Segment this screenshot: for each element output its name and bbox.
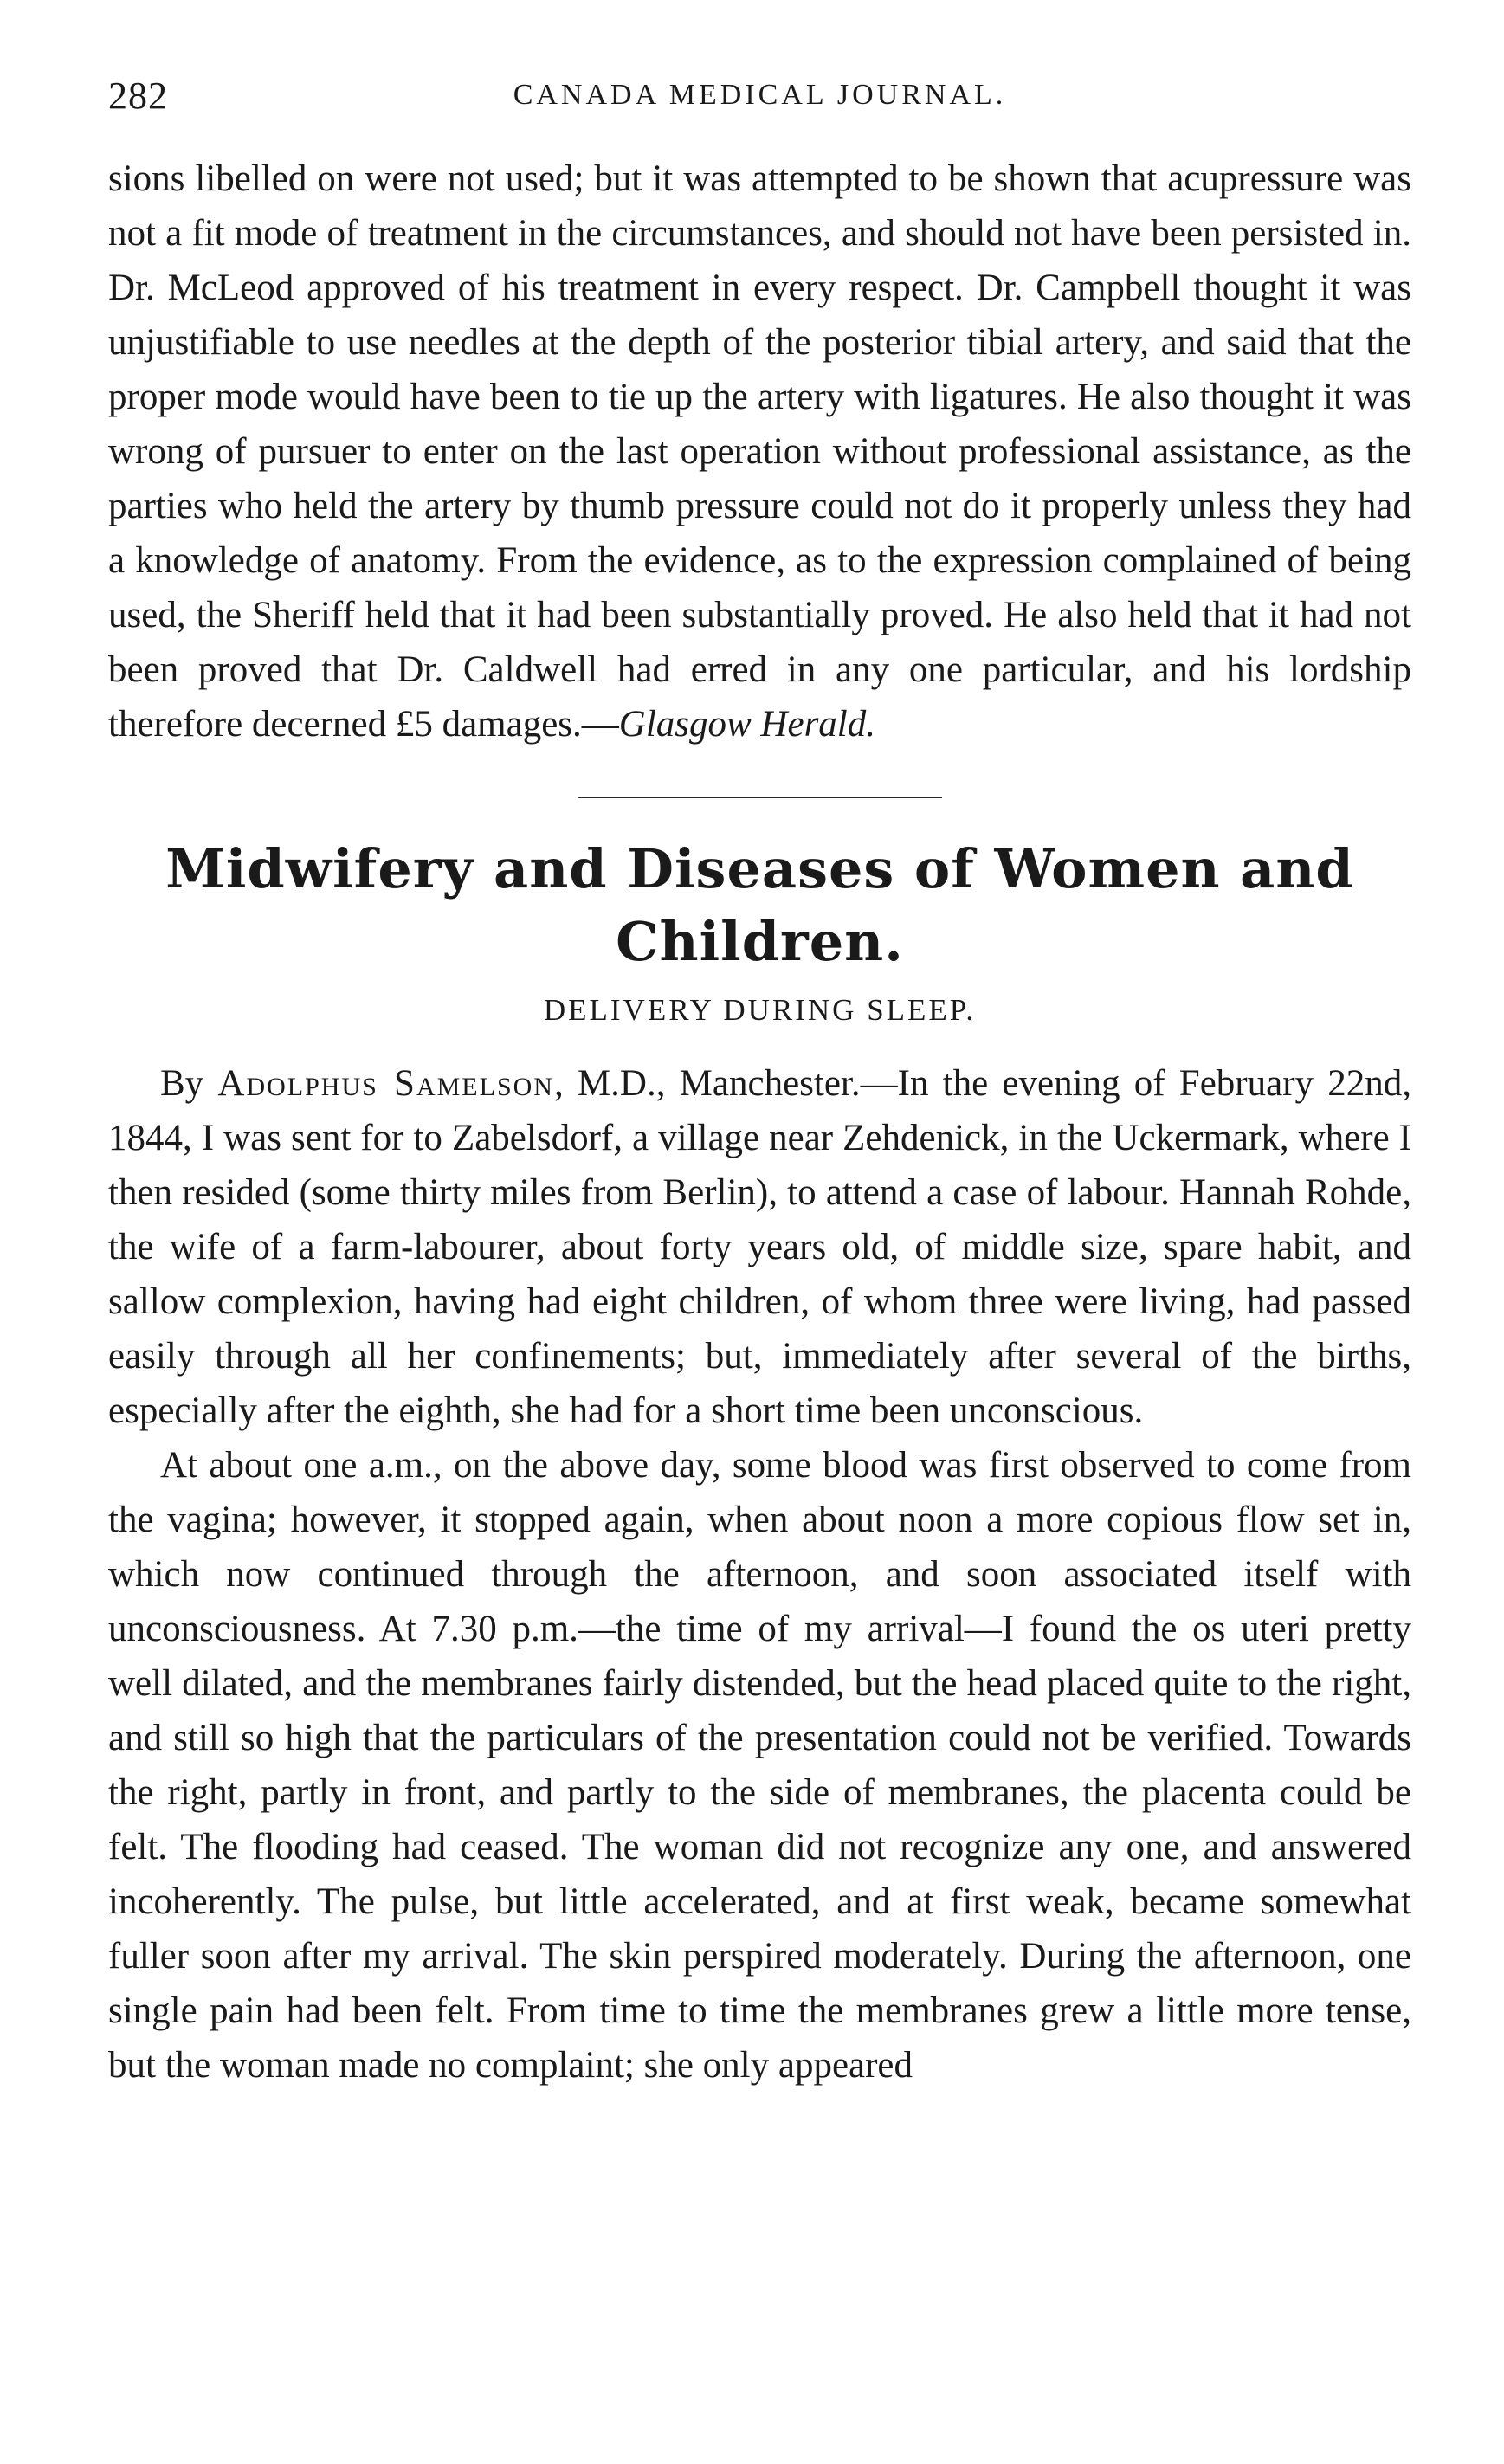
source-citation: Glasgow Herald. bbox=[618, 704, 875, 745]
article-paragraph-1 bbox=[108, 1056, 1411, 1438]
section-divider bbox=[578, 797, 942, 798]
section-heading: Midwifery and Diseases of Women and Children. bbox=[165, 837, 1354, 973]
running-head bbox=[108, 65, 1411, 126]
author-name: Adolphus Samelson bbox=[217, 1063, 554, 1104]
article-paragraph-1-text: —In the evening of February 22nd, 1844, I was sent for to Zabelsdorf, a village near Zehdenick, in the Uckermark, where I then resided (some thirty miles from Berlin), to attend a case of labour. Hannah Rohde, the wife of a farm-labourer, about forty years old, of middle size, spare habit, and sallow complexion, having had eight children, of whom three were living, had passed easily through all her confinements; but, immediately after several of the births, especially after the eighth, she had for a short time been unconscious. bbox=[108, 1063, 1411, 1431]
article-title: DELIVERY DURING SLEEP. bbox=[543, 993, 977, 1027]
byline-prefix: By bbox=[160, 1063, 218, 1104]
continued-paragraph-text: sions libelled on were not used; but it was attempted to be shown that acupressure was not a fit mode of treatment in the circumstances, and should not have been persisted in. Dr. McLeod approved of his treatment in every respect. Dr. Campbell thought it was unjustifiable to use needles at the depth of the posterior tibial artery, and said that the proper mode would have been to tie up the artery with ligatures. He also thought it was wrong of pursuer to enter on the last operation without professional assistance, as the parties who held the artery by thumb pressure could not do it properly unless they had a knowledge of anatomy. From the evidence, as to the expression complained of being used, the Sheriff held that it had been substantially proved. He also held that it had not been proved that Dr. Caldwell had erred in any one particular, and his lordship therefore decerned £5 damages.— bbox=[108, 158, 1411, 745]
page-number: 282 bbox=[108, 74, 168, 117]
continued-paragraph bbox=[108, 152, 1411, 751]
journal-title: CANADA MEDICAL JOURNAL. bbox=[513, 79, 1007, 111]
article-paragraph-2: At about one a.m., on the above day, some blood was first observed to come from the vagina; however, it stopped again, when about noon a more copious flow set in, which now continued through the afternoon, and soon associated itself with unconsciousness. At 7.30 p.m.—the time of my arrival—I found the os uteri pretty well dilated, and the membranes fairly distended, but the head placed quite to the right, and still so high that the particulars of the presentation could not be verified. Towards the right, partly in front, and partly to the side of membranes, the placenta could be felt. The flooding had ceased. The woman did not recognize any one, and answered incoherently. The pulse, but little accelerated, and at first weak, became somewhat fuller soon after my arrival. The skin perspired moderately. During the afternoon, one single pain had been felt. From time to time the membranes grew a little more tense, but the woman made no complaint; she only appeared bbox=[108, 1445, 1411, 2086]
journal-page bbox=[108, 65, 1411, 2093]
author-affiliation: , M.D., Manchester. bbox=[553, 1063, 861, 1104]
